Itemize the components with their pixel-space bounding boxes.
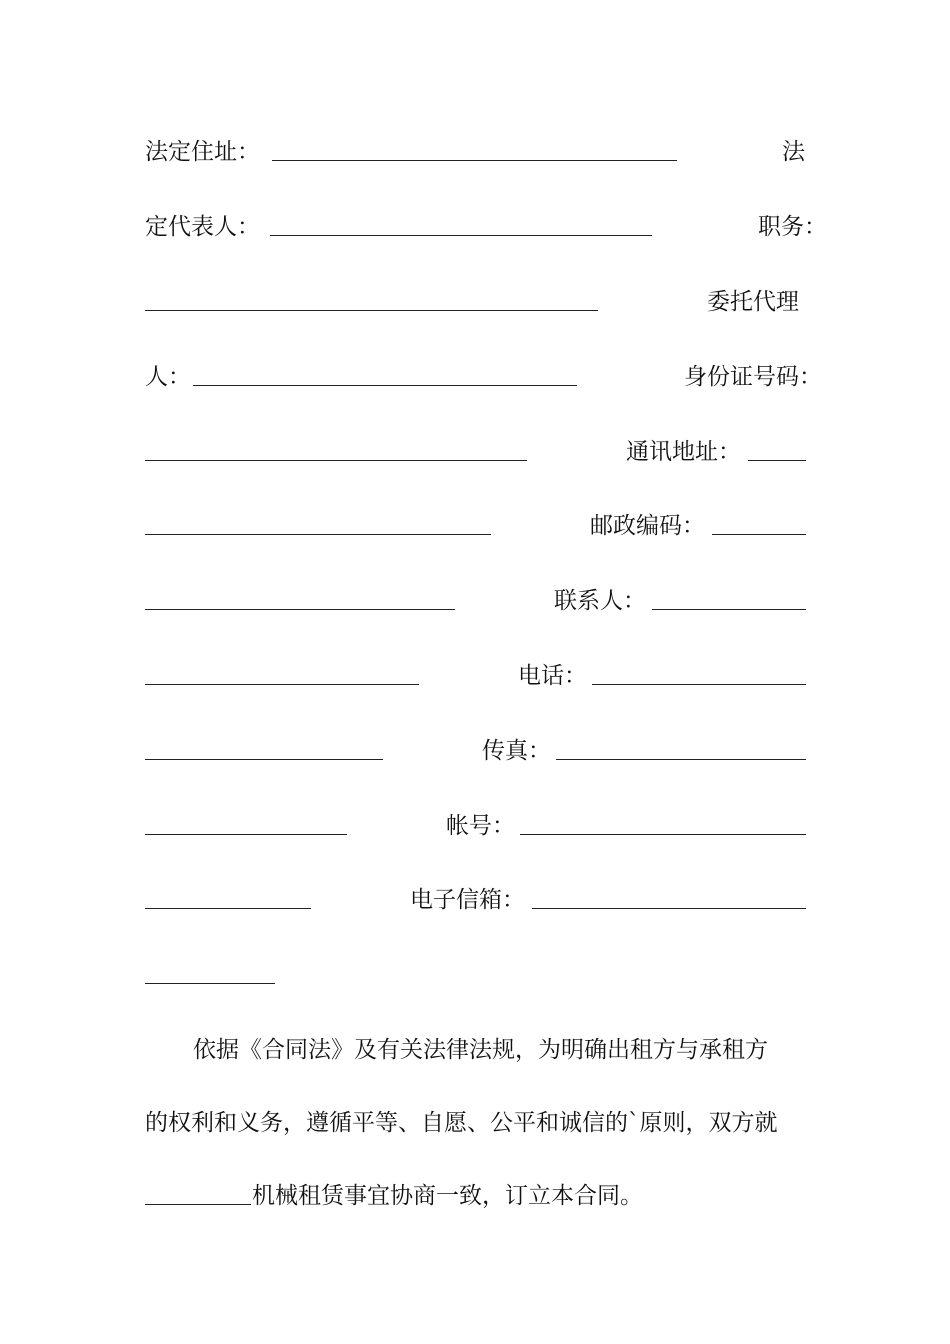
paragraph-line-3: 机械租赁事宜协商一致，订立本合同。 <box>252 1183 643 1209</box>
legal-address-label: 法定住址： <box>145 139 260 165</box>
legal-rep-label: 定代表人： <box>145 214 260 240</box>
phone-field-start[interactable] <box>592 684 806 685</box>
agent-field[interactable] <box>193 385 577 386</box>
legal-rep-label-start: 法 <box>782 139 805 165</box>
machinery-name-field[interactable] <box>145 1204 251 1205</box>
mailing-address-field[interactable] <box>145 534 491 535</box>
account-label: 帐号： <box>446 813 515 839</box>
postal-code-field[interactable] <box>145 609 455 610</box>
fax-field[interactable] <box>145 834 347 835</box>
email-field[interactable] <box>145 983 275 984</box>
account-field-start[interactable] <box>520 834 806 835</box>
contact-label: 联系人： <box>554 588 646 614</box>
fax-field-start[interactable] <box>556 759 806 760</box>
id-number-label: 身份证号码： <box>684 364 822 390</box>
agent-label: 人： <box>145 364 191 390</box>
agent-label-start: 委托代理 <box>707 289 799 315</box>
legal-address-field[interactable] <box>272 160 677 161</box>
phone-label: 电话： <box>518 663 587 689</box>
mailing-address-field-start[interactable] <box>748 460 806 461</box>
position-label: 职务： <box>758 214 827 240</box>
phone-field[interactable] <box>145 759 383 760</box>
contact-field[interactable] <box>145 684 419 685</box>
account-field[interactable] <box>145 908 311 909</box>
email-field-start[interactable] <box>532 908 806 909</box>
legal-rep-field[interactable] <box>270 235 652 236</box>
paragraph-line-1: 依据《合同法》及有关法律法规，为明确出租方与承租方 <box>193 1037 768 1063</box>
id-number-field[interactable] <box>145 460 527 461</box>
paragraph-line-2: 的权利和义务，遵循平等、自愿、公平和诚信的`原则，双方就 <box>145 1110 778 1136</box>
contact-field-start[interactable] <box>652 609 806 610</box>
email-label: 电子信箱： <box>410 887 525 913</box>
postal-code-label: 邮政编码： <box>590 513 705 539</box>
postal-code-field-start[interactable] <box>712 534 806 535</box>
fax-label: 传真： <box>482 738 551 764</box>
position-field[interactable] <box>145 310 598 311</box>
mailing-address-label: 通讯地址： <box>626 439 741 465</box>
